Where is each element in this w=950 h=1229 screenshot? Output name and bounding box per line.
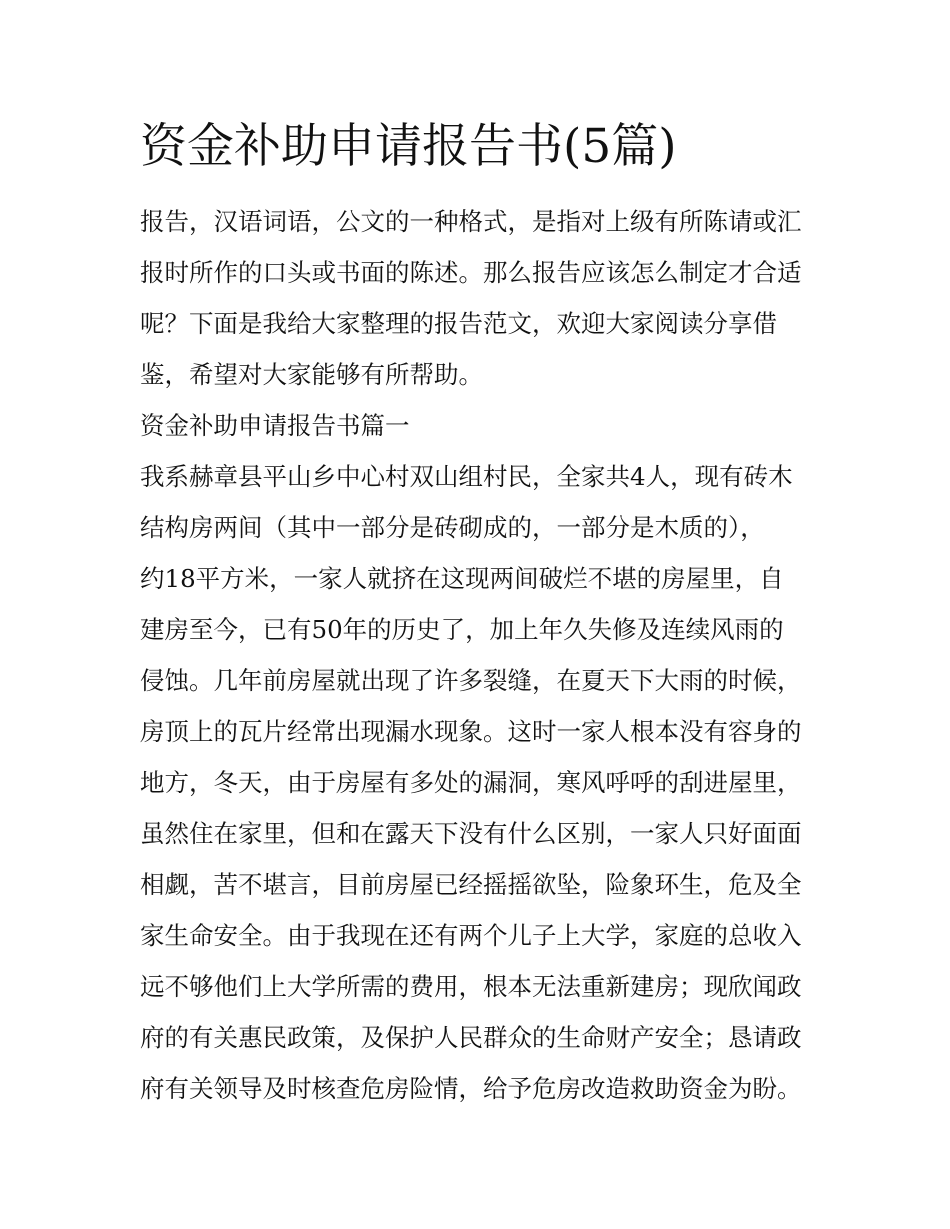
- paragraph-line: 我系赫章县平山乡中心村双山组村民，全家共4人，现有砖木: [140, 462, 793, 491]
- paragraph-line: 地方，冬天，由于房屋有多处的漏洞，寒风呼呼的刮进屋里，: [140, 768, 802, 797]
- paragraph-line: 府的有关惠民政策，及保护人民群众的生命财产安全；恳请政: [140, 1023, 802, 1052]
- paragraph-line: 府有关领导及时核查危房险情，给予危房改造救助资金为盼。: [140, 1074, 802, 1103]
- paragraph-line: 房顶上的瓦片经常出现漏水现象。这时一家人根本没有容身的: [140, 717, 802, 746]
- paragraph-line: 建房至今，已有50年的历史了，加上年久失修及连续风雨的: [140, 615, 784, 644]
- paragraph-line: 报告，汉语词语，公文的一种格式，是指对上级有所陈请或汇: [140, 207, 802, 236]
- document-body: [140, 196, 830, 1114]
- section-heading: 资金补助申请报告书篇一: [140, 411, 410, 440]
- paragraph-line: 虽然住在家里，但和在露天下没有什么区别，一家人只好面面: [140, 819, 802, 848]
- paragraph-line: 结构房两间（其中一部分是砖砌成的，一部分是木质的），: [140, 513, 765, 542]
- paragraph-line: 远不够他们上大学所需的费用，根本无法重新建房；现欣闻政: [140, 972, 802, 1001]
- paragraph-line: 侵蚀。几年前房屋就出现了许多裂缝，在夏天下大雨的时候，: [140, 666, 802, 695]
- paragraph-line: 家生命安全。由于我现在还有两个儿子上大学，家庭的总收入: [140, 921, 802, 950]
- paragraph-line: 约18平方米，一家人就挤在这现两间破烂不堪的房屋里，自: [140, 564, 784, 593]
- paragraph-line: 呢？下面是我给大家整理的报告范文，欢迎大家阅读分享借: [140, 309, 777, 338]
- paragraph-line: 相觑，苦不堪言，目前房屋已经摇摇欲坠，险象环生，危及全: [140, 870, 802, 899]
- paragraph-line: 鉴，希望对大家能够有所帮助。: [140, 360, 483, 389]
- paragraph-line: 报时所作的口头或书面的陈述。那么报告应该怎么制定才合适: [140, 258, 802, 287]
- document-title: 资金补助申请报告书(5篇): [140, 119, 677, 174]
